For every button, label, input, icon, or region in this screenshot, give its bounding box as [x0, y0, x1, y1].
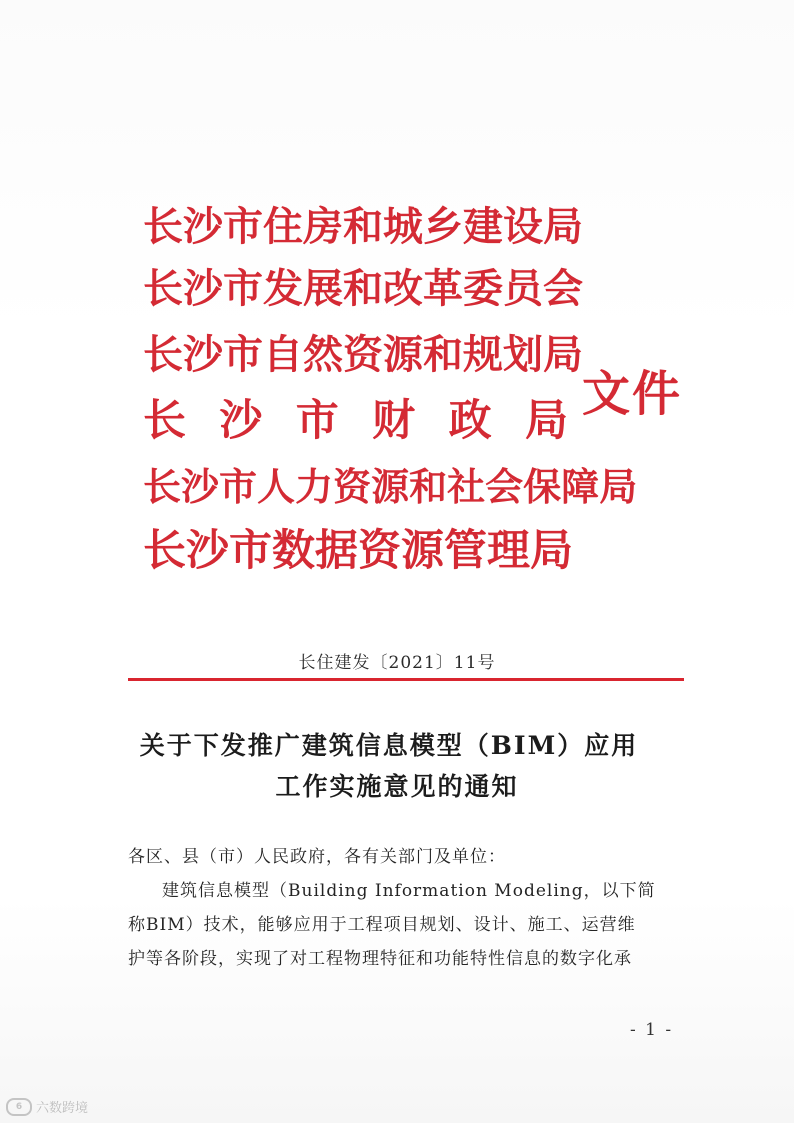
agency-char: 资: [343, 331, 383, 378]
agency-char: 房: [303, 203, 343, 250]
watermark-logo-icon: 6: [6, 1098, 32, 1116]
agency-char: 沙: [181, 464, 220, 509]
agency-char: 员: [503, 265, 543, 312]
agency-char: 障: [561, 464, 600, 509]
agency-char: 市: [223, 203, 263, 250]
agency-char: 人: [257, 464, 296, 509]
agency-char: 设: [503, 203, 543, 250]
agency-char: 和: [343, 265, 383, 312]
notice-title-line-1: 关于下发推广建筑信息模型（BIM）应用: [139, 731, 639, 760]
watermark-text: 六数跨境: [36, 1101, 89, 1116]
agency-char: 住: [263, 203, 303, 250]
agency-line: [143, 390, 568, 452]
agency-char: 划: [503, 331, 543, 378]
red-divider: [128, 678, 684, 681]
agency-char: 局: [599, 464, 638, 509]
agency-char: 财: [372, 395, 416, 446]
agency-char: 和: [343, 203, 383, 250]
agency-char: 自: [263, 331, 303, 378]
agency-char: 沙: [183, 265, 223, 312]
paragraph-line: 称BIM）技术，能够应用于工程项目规划、设计、施工、运营维: [128, 915, 636, 935]
agency-char: 革: [423, 265, 463, 312]
agency-char: 资: [358, 525, 401, 576]
agency-char: 展: [303, 265, 343, 312]
agency-char: 政: [448, 395, 492, 446]
agency-char: 规: [463, 331, 503, 378]
salutation: 各区、县（市）人民政府，各有关部门及单位：: [128, 847, 506, 867]
agency-line: [143, 324, 583, 386]
agency-char: 据: [315, 525, 358, 576]
agency-char: 城: [383, 203, 423, 250]
agency-char: 数: [272, 525, 315, 576]
agency-char: 管: [444, 525, 487, 576]
paragraph-line: 建筑信息模型（Building Information Modeling，以下简: [162, 881, 656, 901]
agency-char: 沙: [219, 395, 263, 446]
agency-char: 长: [143, 525, 186, 576]
agency-char: 长: [143, 265, 183, 312]
agency-char: 会: [485, 464, 524, 509]
agency-char: 理: [487, 525, 530, 576]
agency-char: 和: [409, 464, 448, 509]
paragraph-line: 护等各阶段，实现了对工程物理特征和功能特性信息的数字化承: [128, 949, 632, 969]
agency-char: 长: [143, 395, 186, 446]
agency-char: 改: [383, 265, 423, 312]
agency-char: 市: [223, 331, 263, 378]
agency-line: [143, 196, 583, 258]
agency-char: 长: [143, 203, 183, 250]
agency-char: 市: [229, 525, 272, 576]
agency-char: 沙: [183, 203, 223, 250]
agency-char: 资: [333, 464, 372, 509]
agency-char: 乡: [423, 203, 463, 250]
agency-char: 长: [143, 331, 183, 378]
page-number: - 1 -: [630, 1020, 674, 1040]
agency-char: 局: [524, 395, 568, 446]
agency-char: 市: [219, 464, 258, 509]
agency-char: 然: [303, 331, 343, 378]
document-number: 长住建发〔2021〕11号: [298, 653, 496, 673]
agency-char: 局: [543, 203, 583, 250]
agency-char: 会: [543, 265, 583, 312]
agency-char: 保: [523, 464, 562, 509]
agency-char: 发: [263, 265, 303, 312]
agency-char: 源: [371, 464, 410, 509]
agency-char: 建: [463, 203, 503, 250]
watermark: [6, 1097, 88, 1116]
agency-char: 沙: [186, 525, 229, 576]
agency-char: 委: [463, 265, 503, 312]
agency-char: 市: [223, 265, 263, 312]
agency-char: 局: [530, 525, 573, 576]
agency-char: 力: [295, 464, 334, 509]
agency-line: [143, 456, 638, 518]
agency-char: 市: [295, 395, 339, 446]
agency-char: 源: [401, 525, 444, 576]
agency-line: [143, 258, 583, 320]
agency-char: 长: [143, 464, 182, 509]
agency-char: 源: [383, 331, 423, 378]
agency-char: 社: [447, 464, 486, 509]
notice-title-line-2: 工作实施意见的通知: [275, 772, 519, 801]
agency-char: 沙: [183, 331, 223, 378]
agency-char: 局: [543, 331, 583, 378]
document-label: 文件: [582, 366, 683, 422]
agency-char: 和: [423, 331, 463, 378]
agency-line: [143, 520, 573, 582]
